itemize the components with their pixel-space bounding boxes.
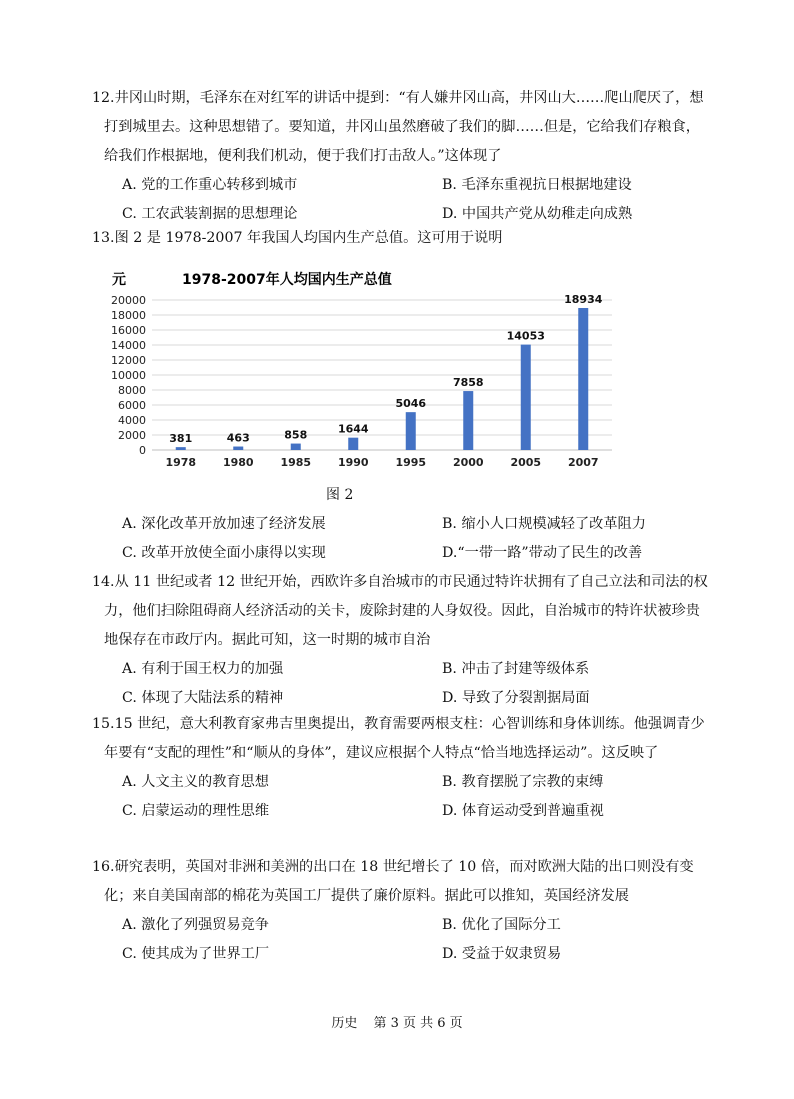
y-tick-label: 16000 — [111, 324, 146, 337]
option-d: D. 体育运动受到普遍重视 — [442, 803, 604, 819]
option-b: B. 缩小人口规模减轻了改革阻力 — [442, 516, 646, 532]
question-stem: 12.井冈山时期，毛泽东在对红军的讲话中提到：“有人嫌井冈山高，井冈山大……爬山爬厌了，想打到城里去。这种思想错了。要知道，井冈山虽然磨破了我们的脚……但是，它给我们存粮食，给我们作根据地，便利我们机动，便于我们打击敌人。”这体现了 — [92, 90, 704, 164]
question-13 — [92, 224, 714, 253]
question-stem: 15.15 世纪，意大利教育家弗吉里奥提出，教育需要两根支柱：心智训练和身体训练。他强调青少年要有“支配的理性”和“顺从的身体”，建议应根据个人特点“恰当地选择运动”。这反映了 — [92, 716, 705, 761]
question-stem: 13.图 2 是 1978-2007 年我国人均国内生产总值。这可用于说明 — [92, 230, 503, 246]
footer-page-number: 第 3 页 共 6 页 — [373, 1016, 463, 1031]
data-label: 14053 — [506, 329, 545, 343]
question-15 — [92, 710, 714, 826]
y-tick-label: 20000 — [111, 294, 146, 307]
option-a: A. 人文主义的教育思想 — [122, 774, 269, 790]
options — [122, 911, 714, 969]
figure-caption: 图 2 — [326, 487, 354, 503]
question-12 — [92, 84, 714, 229]
option-b: B. 优化了国际分工 — [442, 917, 561, 933]
options — [122, 655, 714, 713]
option-c: C. 工农武装割据的思想理论 — [122, 206, 298, 222]
question-13-options — [92, 510, 714, 568]
bar — [291, 444, 301, 450]
y-tick-label: 8000 — [118, 384, 146, 397]
bar — [578, 308, 588, 450]
option-d: D.“一带一路”带动了民生的改善 — [442, 545, 643, 561]
x-tick-label: 1990 — [337, 456, 369, 469]
option-c: C. 启蒙运动的理性思维 — [122, 803, 270, 819]
y-tick-label: 2000 — [118, 429, 146, 442]
data-label: 381 — [169, 432, 193, 446]
bar — [348, 438, 358, 450]
y-tick-label: 4000 — [118, 414, 146, 427]
x-tick-label: 1978 — [165, 456, 197, 469]
y-tick-label: 12000 — [111, 354, 146, 367]
chart-title: 1978-2007年人均国内生产总值 — [182, 272, 392, 288]
options — [122, 768, 714, 826]
y-unit-label: 元 — [112, 272, 126, 288]
option-b: B. 教育摆脱了宗教的束缚 — [442, 774, 604, 790]
y-tick-label: 6000 — [118, 399, 146, 412]
x-tick-label: 2000 — [452, 456, 484, 469]
question-16 — [92, 853, 714, 969]
question-14 — [92, 568, 714, 713]
option-c: C. 体现了大陆法系的精神 — [122, 690, 284, 706]
option-a: A. 有利于国王权力的加强 — [122, 661, 284, 677]
options — [122, 510, 714, 568]
y-tick-label: 0 — [139, 444, 146, 457]
y-tick-label: 18000 — [111, 309, 146, 322]
y-tick-label: 10000 — [111, 369, 146, 382]
data-label: 18934 — [564, 292, 603, 306]
data-label: 858 — [284, 428, 308, 442]
data-label: 463 — [226, 431, 250, 445]
option-b: B. 毛泽东重视抗日根据地建设 — [442, 177, 632, 193]
bar — [233, 447, 243, 450]
options — [122, 171, 714, 229]
option-c: C. 使其成为了世界工厂 — [122, 946, 270, 962]
page-footer — [0, 1012, 794, 1031]
x-tick-label: 2005 — [510, 456, 542, 469]
option-b: B. 冲击了封建等级体系 — [442, 661, 590, 677]
x-tick-label: 1980 — [222, 456, 254, 469]
x-tick-label: 2007 — [567, 456, 599, 469]
option-a: A. 党的工作重心转移到城市 — [122, 177, 298, 193]
bar — [463, 391, 473, 450]
gdp-bar-chart — [100, 262, 620, 482]
option-c: C. 改革开放使全面小康得以实现 — [122, 545, 326, 561]
x-tick-label: 1985 — [280, 456, 312, 469]
option-a: A. 深化改革开放加速了经济发展 — [122, 516, 326, 532]
data-label: 1644 — [337, 422, 369, 436]
x-tick-label: 1995 — [395, 456, 427, 469]
bar — [406, 412, 416, 450]
data-label: 5046 — [395, 397, 427, 411]
option-d: D. 受益于奴隶贸易 — [442, 946, 562, 962]
footer-subject: 历史 — [331, 1016, 358, 1031]
y-tick-label: 14000 — [111, 339, 146, 352]
option-d: D. 中国共产党从幼稚走向成熟 — [442, 206, 633, 222]
data-label: 7858 — [452, 376, 484, 390]
bar — [521, 345, 531, 450]
option-a: A. 激化了列强贸易竞争 — [122, 917, 269, 933]
question-stem: 14.从 11 世纪或者 12 世纪开始，西欧许多自治城市的市民通过特许状拥有了自己立法和司法的权力，他们扫除阻碍商人经济活动的关卡，废除封建的人身奴役。因此，自治城市的特许状被珍贵地保存在市政厅内。据此可知，这一时期的城市自治 — [92, 574, 708, 648]
question-stem: 16.研究表明，英国对非洲和美洲的出口在 18 世纪增长了 10 倍，而对欧洲大陆的出口则没有变化；来自美国南部的棉花为英国工厂提供了廉价原料。据此可以推知，英国经济发展 — [92, 859, 694, 904]
option-d: D. 导致了分裂割据局面 — [442, 690, 590, 706]
bar — [176, 447, 186, 450]
